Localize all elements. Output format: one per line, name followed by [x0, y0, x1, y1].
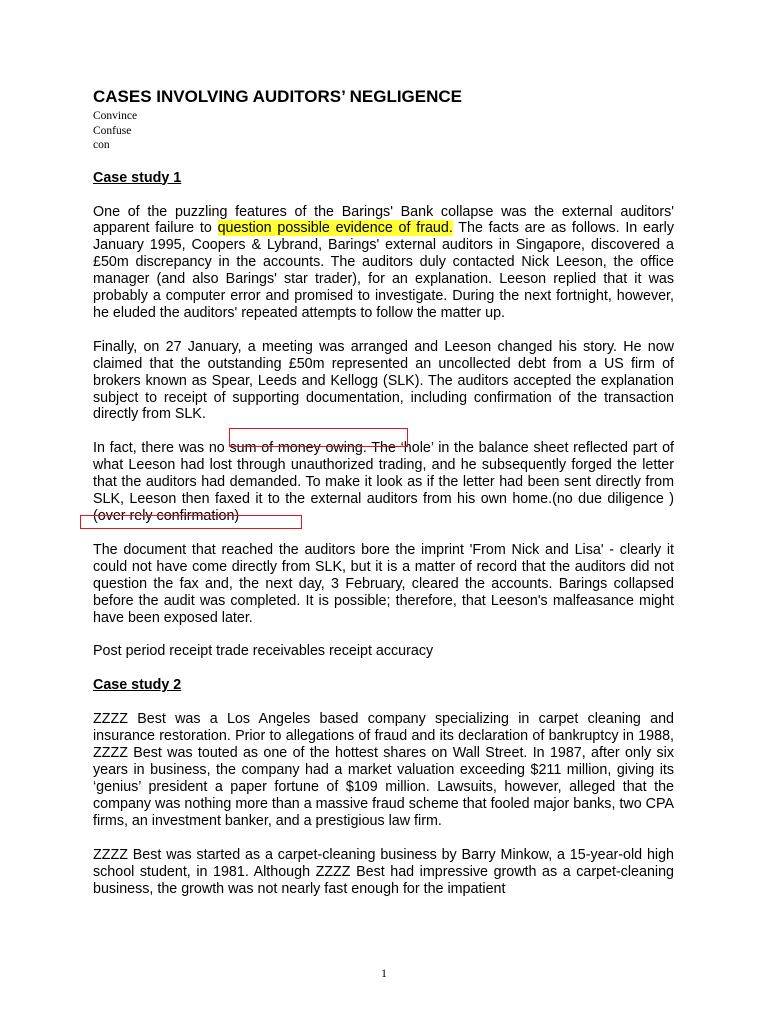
case-1-paragraph-2: Finally, on 27 January, a meeting was arranged and Leeson changed his story. He now claimed that the outstanding £50m represented an uncollected debt from a US firm of brokers known as Spear, Leeds and Kellogg (SLK). The auditors accepted the explanation subject to receipt of supporting documentation, including confirmation of the transaction directly from SLK. [93, 338, 674, 423]
note-line: con [93, 139, 110, 151]
case-2-paragraph-1: ZZZZ Best was a Los Angeles based company specializing in carpet cleaning and insurance restoration. Prior to allegations of fraud and its declaration of bankruptcy in 1988, ZZZZ Best was touted as one of the hottest shares on Wall Street. In 1987, after only six years in business, the company had a market valuation exceeding $211 million, giving its ‘genius’ president a paper fortune of $109 million. Lawsuits, however, alleged that the company was nothing more than a massive fraud scheme that fooled major banks, two CPA firms, an investment banker, and a prestigious law firm. [93, 711, 674, 829]
case-1-paragraph-5: Post period receipt trade receivables receipt accuracy [93, 643, 434, 660]
note-line: Confuse [93, 124, 132, 137]
case-1-paragraph-3: In fact, there was no sum of money owing. The ‘hole’ in the balance sheet reflected part of what Leeson had lost through unauthorized trading, and he subsequently forged the letter that the auditors had demanded. To make it look as if the letter had been sent directly from SLK, Leeson then faxed it to the external auditors from his own home.(no due diligence ) (over rely confirmation) [93, 440, 674, 524]
case-study-1-heading: Case study 1 [93, 169, 182, 186]
document-body [93, 86, 674, 914]
handwritten-notes [93, 109, 674, 153]
highlighted-text: question possible evidence of fraud. [217, 220, 453, 237]
case-1-paragraph-1 [93, 204, 674, 322]
paragraph-text: One of the puzzling features of the Barings' Bank collapse was the external auditors' apparent failure to [93, 203, 674, 237]
annotation-rectangle [80, 515, 302, 529]
annotation-rectangle [229, 428, 408, 447]
case-2-paragraph-2: ZZZZ Best was started as a carpet-cleaning business by Barry Minkow, a 15-year-old high school student, in 1981. Although ZZZZ Best had impressive growth as a carpet-cleaning business, the growth was not nearly fast enough for the impatient [93, 846, 674, 897]
paragraph-text: The facts are as follows. In early January 1995, Coopers & Lybrand, Barings' external auditors in Singapore, discovered a £50m discrepancy in the accounts. The auditors duly contacted Nick Leeson, the office manager (and also Barings' star trader), for an explanation. Leeson replied that it was probably a computer error and promised to investigate. During the next fortnight, however, he eluded the auditors' repeated attempts to follow the matter up. [93, 220, 674, 321]
note-line: Convince [93, 110, 138, 122]
document-title: CASES INVOLVING AUDITORS’ NEGLIGENCE [93, 87, 463, 106]
case-1-paragraph-4: The document that reached the auditors bore the imprint 'From Nick and Lisa' - clearly it could not have come directly from SLK, but it is a matter of record that the auditors did not question the fax and, the next day, 3 February, cleared the accounts. Barings collapsed before the audit was completed. It is possible; therefore, that Leeson's malfeasance might have been exposed later. [93, 541, 674, 626]
page-number: 1 [381, 966, 387, 980]
case-study-2-heading: Case study 2 [93, 677, 182, 694]
